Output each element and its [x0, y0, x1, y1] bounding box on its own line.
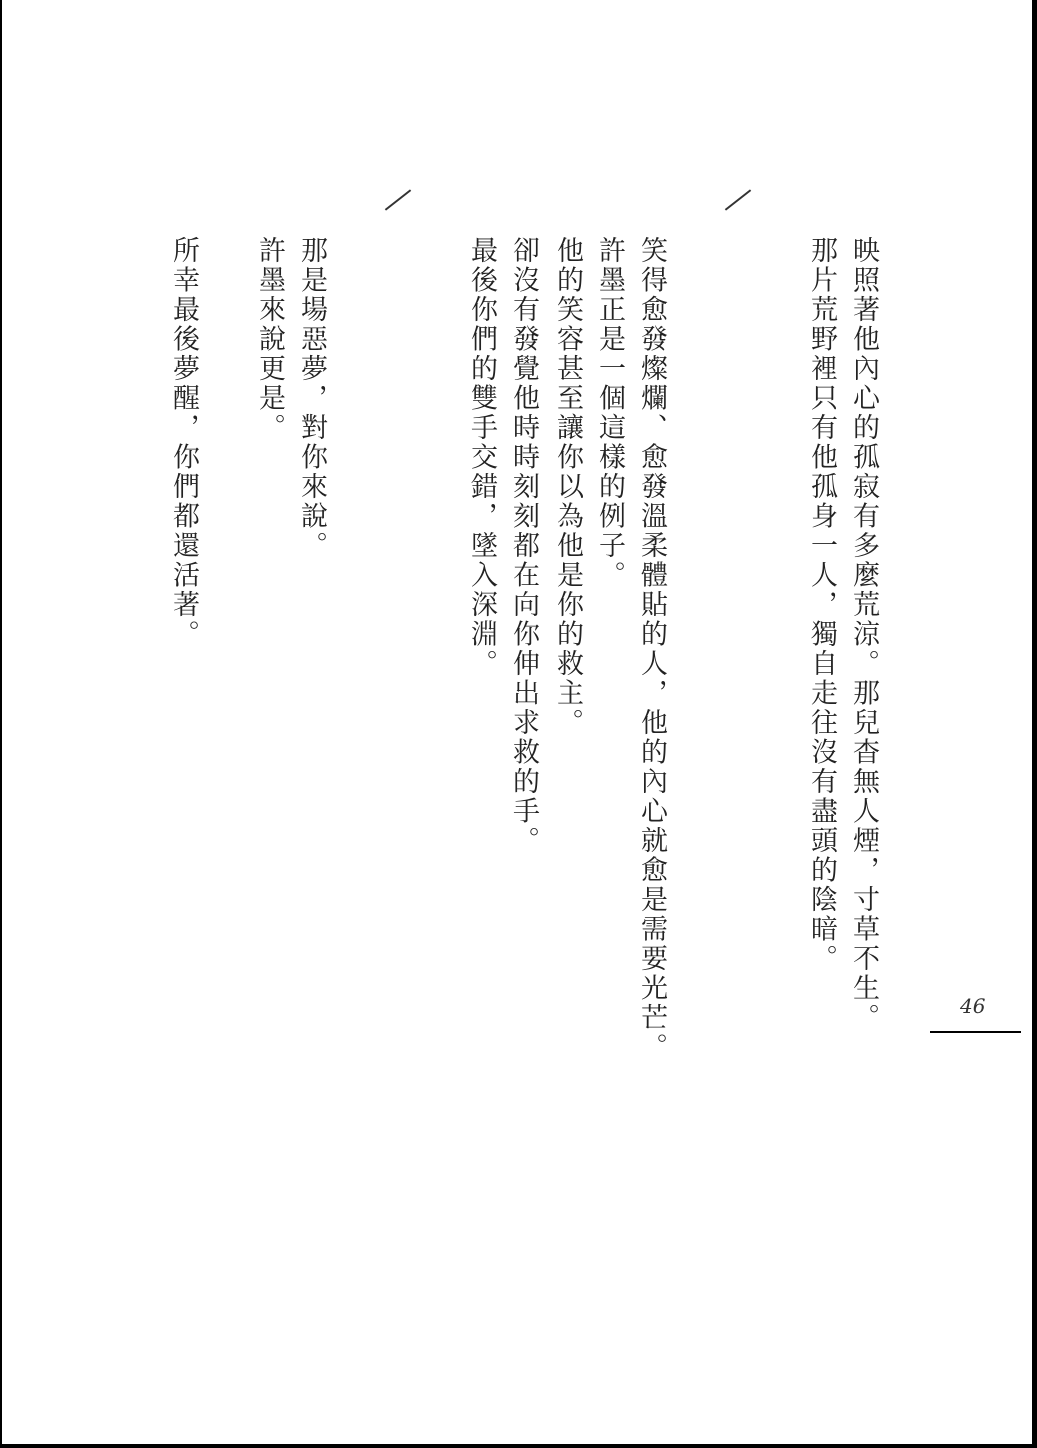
- page-number: 46: [960, 994, 986, 1018]
- section-separator-2: [385, 189, 411, 210]
- text-column-9: 許墨來說更是。: [254, 236, 285, 443]
- text-column-3: 笑得愈發燦爛、愈發溫柔體貼的人，他的內心就愈是需要光芒。: [636, 236, 667, 1062]
- text-column-10: 所幸最後夢醒，你們都還活著。: [168, 236, 199, 649]
- text-column-5: 他的笑容甚至讓你以為他是你的救主。: [552, 236, 583, 738]
- text-column-8: 那是場惡夢，對你來說。: [296, 236, 327, 561]
- text-column-2: 那片荒野裡只有他孤身一人，獨自走往沒有盡頭的陰暗。: [806, 236, 837, 974]
- text-column-6: 卻沒有發覺他時時刻刻都在向你伸出求救的手。: [508, 236, 539, 856]
- text-column-1: 映照著他內心的孤寂有多麼荒涼。那兒杳無人煙，寸草不生。: [848, 236, 879, 1033]
- section-separator-1: [725, 189, 751, 210]
- text-column-7: 最後你們的雙手交錯，墜入深淵。: [466, 236, 497, 679]
- text-column-4: 許墨正是一個這樣的例子。: [594, 236, 625, 590]
- page-number-rule: [930, 1031, 1021, 1033]
